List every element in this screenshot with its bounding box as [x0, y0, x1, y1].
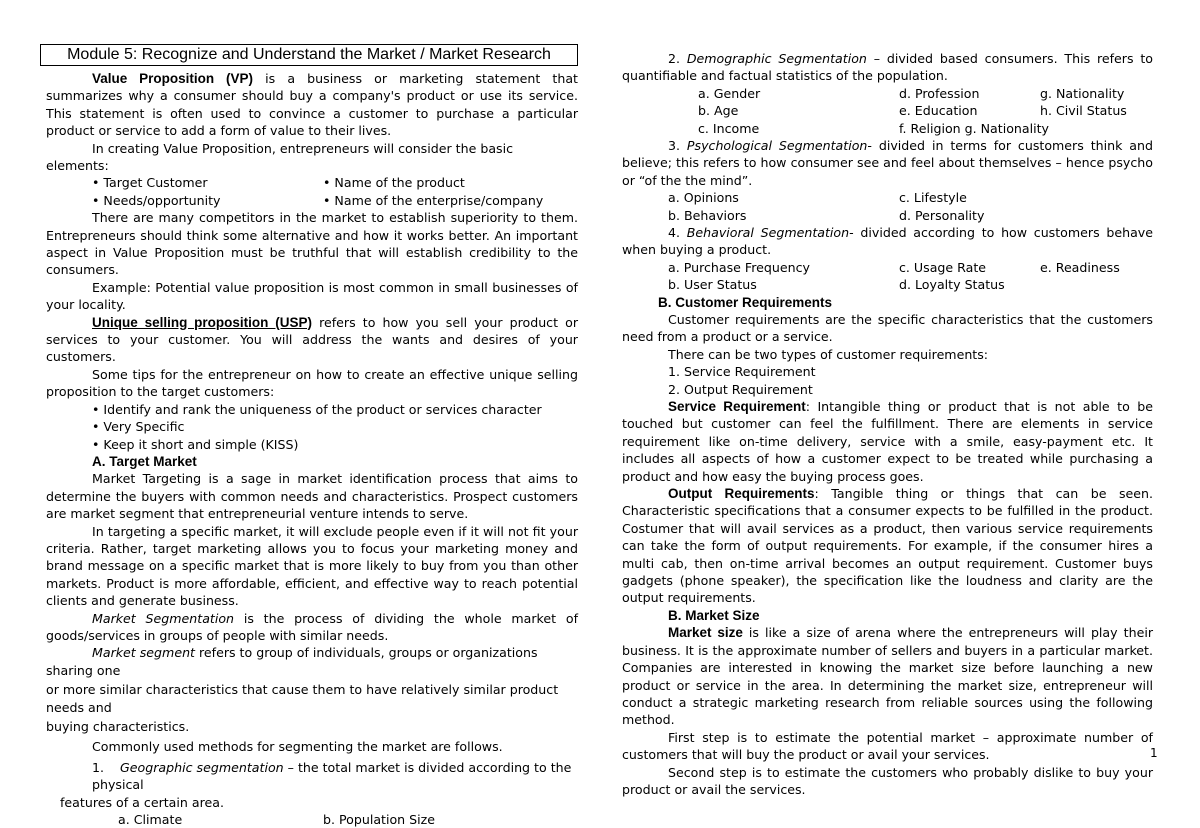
list-item: f. Religion g. Nationality [899, 120, 1050, 136]
market-segment-term: Market segment [92, 645, 195, 661]
geographic-segmentation-line [46, 759, 578, 794]
list-item: b. Age [698, 103, 739, 119]
service-requirement-paragraph [622, 398, 1153, 485]
market-size-heading: B. Market Size [668, 607, 760, 623]
list-item: b. User Status [668, 277, 757, 293]
geographic-items [46, 811, 578, 828]
customer-requirements-heading: B. Customer Requirements [658, 294, 833, 310]
list-item: • Very Specific [92, 419, 185, 435]
second-step-paragraph: Second step is to estimate the customers who probably dislike to buy your product or avail the services. [622, 764, 1153, 797]
demographic-paragraph [622, 50, 1153, 85]
list-item: 1. Service Requirement [668, 364, 816, 380]
demographic-items-row-1 [622, 85, 1153, 102]
service-requirement-text: : Intangible thing or product that is not able to be touched but customer can feel the fulfillment. There are elements in service requirement like on-time delivery, service with a smile, easy-payment etc. It includes all aspects of how a customer expect to be treated while purchasing a product and how easy the buying process goes. [622, 399, 1153, 484]
vp-elements-row-1 [46, 174, 578, 191]
usp-tips-intro: Some tips for the entrepreneur on how to create an effective unique selling proposition to the target customers: [46, 366, 578, 400]
market-segmentation-term: Market Segmentation [92, 610, 235, 626]
list-item: • Keep it short and simple (KISS) [92, 436, 299, 452]
usp-paragraph [46, 314, 578, 366]
list-item: • Name of the enterprise/company [323, 192, 544, 208]
usp-text: refers to how you sell your product or services to your customer. You will address the wants and desires of your customers. [46, 314, 579, 365]
page-number: 1 [1150, 746, 1158, 760]
example-paragraph: Example: Potential value proposition is most common in small businesses of your locality. [46, 279, 578, 313]
first-step-paragraph: First step is to estimate the potential market – approximate number of customers that will buy the product or avail your services. [622, 729, 1153, 763]
geographic-term: Geographic segmentation [120, 759, 284, 775]
methods-intro: Commonly used methods for segmenting the market are follows. [92, 739, 503, 755]
list-item: g. Nationality [1040, 85, 1125, 101]
behavioral-term: Behavioral Segmentation [686, 224, 850, 240]
list-item: b. Behaviors [668, 207, 747, 223]
market-segment-line-1 [46, 644, 578, 679]
psychological-paragraph [622, 137, 1153, 189]
module-title: Module 5: Recognize and Understand the Market / Market Research [40, 44, 578, 66]
psychological-items-row-1 [622, 189, 1153, 206]
list-item: • Needs/opportunity [92, 192, 221, 208]
list-item: • Name of the product [323, 175, 465, 191]
behavioral-items-row-1 [622, 259, 1153, 276]
market-segmentation-paragraph [46, 610, 578, 645]
list-item: b. Population Size [323, 812, 436, 828]
list-item: c. Usage Rate [899, 259, 987, 275]
market-segment-text: refers to group of individuals, groups or organizations sharing one [46, 645, 538, 678]
list-item: h. Civil Status [1040, 103, 1127, 119]
value-proposition-term: Value Proposition (VP) [92, 71, 254, 86]
demographic-text: – divided based consumers. This refers to quantifiable and factual statistics of the population. [622, 51, 1153, 84]
list-item: d. Profession [899, 85, 980, 101]
vp-elements-intro: In creating Value Proposition, entrepreneurs will consider the basic elements: [46, 140, 514, 174]
market-segmentation-text: is the process of dividing the whole market of goods/services in groups of people with similar needs. [46, 610, 579, 643]
output-requirements-paragraph [622, 485, 1153, 607]
market-size-paragraph [622, 624, 1153, 728]
customer-requirements-paragraph: Customer requirements are the specific characteristics that the customers need from a product or a service. [622, 311, 1153, 345]
list-item: c. Income [698, 120, 760, 136]
list-item: c. Lifestyle [899, 190, 967, 206]
demographic-number: 2. [668, 51, 687, 66]
behavioral-number: 4. [668, 224, 687, 240]
output-requirements-term: Output Requirements [668, 486, 815, 502]
market-segment-line-2: or more similar characteristics that cause them to have relatively similar product needs and [46, 682, 559, 715]
usp-term: Unique selling proposition (USP) [92, 314, 313, 330]
vp-elements-row-2 [46, 192, 578, 209]
service-requirement-term: Service Requirement [668, 399, 806, 415]
list-item: a. Gender [698, 85, 761, 101]
list-item: e. Readiness [1040, 259, 1120, 275]
left-column [46, 44, 578, 828]
list-item: • Identify and rank the uniqueness of the product or services character [92, 401, 542, 417]
list-item: d. Personality [899, 207, 985, 223]
list-item: a. Climate [118, 812, 183, 828]
geographic-number: 1. [92, 759, 105, 775]
behavioral-text: - divided according to how customers behave when buying a product. [622, 224, 1154, 258]
psychological-items-row-2 [622, 207, 1153, 224]
geographic-segmentation-line-2: features of a certain area. [60, 794, 224, 810]
list-item: a. Opinions [668, 190, 739, 206]
list-item: a. Purchase Frequency [668, 259, 810, 275]
competitors-paragraph: There are many competitors in the market to establish superiority to them. Entrepreneurs should think some alternative and how it works better. An important aspect in Value Proposition must be truthful that will establish credibility to the consumers. [46, 210, 578, 278]
target-market-heading: A. Target Market [92, 453, 197, 469]
list-item: d. Loyalty Status [899, 277, 1005, 293]
target-market-paragraph-1: Market Targeting is a sage in market identification process that aims to determine the buyers with common needs and characteristics. Prospect customers are market segment that entrepreneurial venture intends to serve. [46, 471, 578, 522]
list-item: 2. Output Requirement [668, 381, 813, 397]
market-segment-line-3: buying characteristics. [46, 719, 190, 734]
target-market-paragraph-2: In targeting a specific market, it will exclude people even if it will not fit your criteria. Rather, target marketing allows you to focus your marketing money and brand message on a specific market that is more likely to buy from you than other markets. Product is more affordable, efficient, and effective way to reach potential clients and generate business. [46, 523, 578, 609]
psychological-term: Psychological Segmentation [686, 137, 868, 153]
market-size-text: is like a size of arena where the entrepreneurs will play their business. It is the approximate number of sellers and buyers in a particular market. Companies are interested in knowing the market size before launching a new product or service in the area. In determining the market size, entrepreneur will conduct a strategic marketing research from reliable sources using the following method. [622, 625, 1153, 728]
psychological-text: - divided in terms for customers think and believe; this refers to how consumer see and feel about themselves – hence psycho or “of the the mind”. [622, 137, 1153, 188]
output-requirements-text: : Tangible thing or things that can be seen. Characteristic specifications that a consumer expects to be fulfilled in the product. Costumer that will avail services as a product, then various service requirements can take the form of output requirements. For example, if the consumer hires a multi cab, then on-time arrival becomes an output requirement. Customer buys gadgets (phone speaker), the specification like the loudness and clarity are the output requirements. [622, 486, 1153, 606]
geographic-text: – the total market is divided according to the physical [92, 759, 572, 793]
value-proposition-paragraph [46, 70, 578, 140]
requirement-types-intro: There can be two types of customer requirements: [668, 346, 989, 362]
value-proposition-text: is a business or marketing statement that summarizes why a consumer should buy a company's product or use its service. This statement is often used to convince a customer to purchase a particular product or service to add a form of value to their lives. [46, 71, 578, 139]
demographic-term: Demographic Segmentation [686, 51, 867, 66]
demographic-items-row-2 [622, 102, 1153, 119]
demographic-items-row-3 [622, 120, 1153, 137]
behavioral-paragraph [622, 224, 1153, 259]
market-size-term: Market size [668, 625, 743, 641]
list-item: e. Education [899, 103, 978, 119]
list-item: • Target Customer [92, 175, 208, 191]
right-column [622, 50, 1153, 798]
psychological-number: 3. [668, 137, 687, 153]
behavioral-items-row-2 [622, 276, 1153, 293]
